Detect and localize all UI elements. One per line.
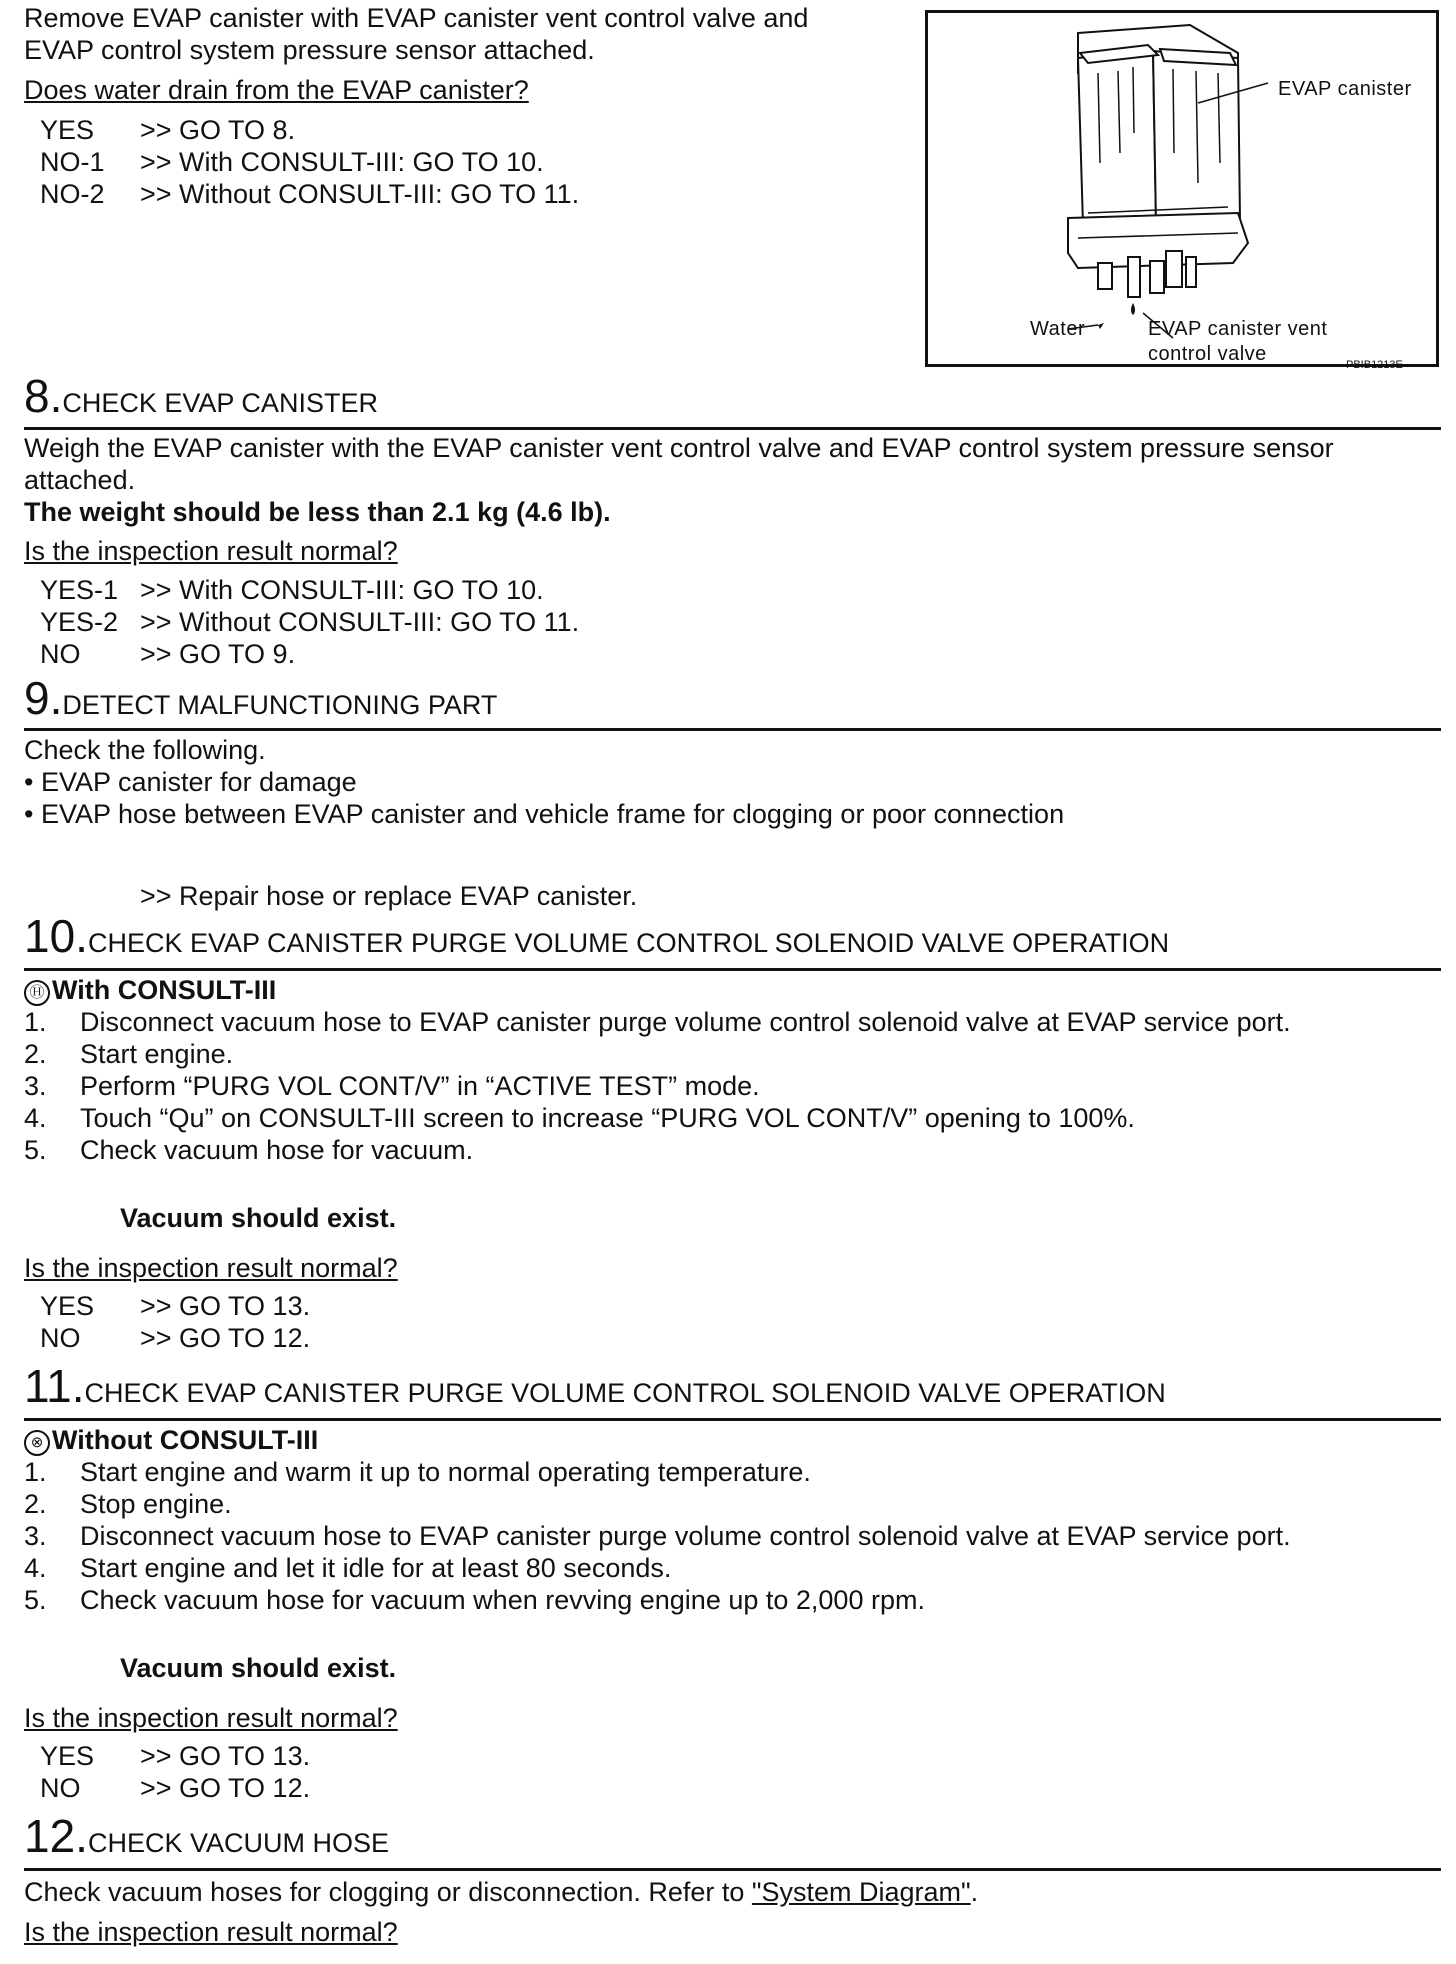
answer-key: NO <box>40 1773 81 1803</box>
step-8-spec: The weight should be less than 2.1 kg (4.6 lb). <box>24 497 611 527</box>
step-9-action: >> Repair hose or replace EVAP canister. <box>140 881 638 911</box>
step-10-spec: Vacuum should exist. <box>120 1203 397 1233</box>
step-8-question: Is the inspection result normal? <box>24 536 398 566</box>
system-diagram-link[interactable]: "System Diagram" <box>751 1877 971 1907</box>
step-title: CHECK VACUUM HOSE <box>87 1828 389 1858</box>
answer-row <box>40 1740 310 1772</box>
answer-text: >> GO TO 9. <box>140 639 296 669</box>
list-item: 1. Disconnect vacuum hose to EVAP canister purge volume control solenoid valve at EVAP service port. <box>24 1007 1291 1037</box>
evap-canister-drawing <box>928 13 1436 364</box>
answer-row <box>40 178 579 210</box>
answer-row <box>40 638 295 670</box>
step-11-question: Is the inspection result normal? <box>24 1703 398 1733</box>
answer-row <box>40 1772 310 1804</box>
list-item: 1. Start engine and warm it up to normal operating temperature. <box>24 1457 811 1487</box>
consult-icon: Ⓗ <box>24 980 50 1006</box>
step-number: 9. <box>24 672 63 724</box>
step-8-text-1: Weigh the EVAP canister with the EVAP canister vent control valve and EVAP control system pressure sensor <box>24 433 1334 463</box>
intro-line-2: EVAP control system pressure sensor attached. <box>24 35 595 65</box>
label-evap-canister: EVAP canister <box>1278 78 1412 100</box>
answer-text: >> With CONSULT-III: GO TO 10. <box>140 575 544 605</box>
step-10-mode: Ⓗ With CONSULT-III <box>24 974 276 1006</box>
answer-key: NO-2 <box>40 179 105 209</box>
label-water: Water <box>1030 318 1086 340</box>
list-item: 4. Start engine and let it idle for at least 80 seconds. <box>24 1553 672 1583</box>
section-divider <box>24 728 1441 731</box>
answer-key: NO-1 <box>40 147 105 177</box>
step-title: CHECK EVAP CANISTER PURGE VOLUME CONTROL SOLENOID VALVE OPERATION <box>84 1378 1166 1408</box>
bullet-item: • EVAP canister for damage <box>24 767 357 797</box>
step-number: 11. <box>24 1360 85 1412</box>
intro-line-1: Remove EVAP canister with EVAP canister vent control valve and <box>24 3 809 33</box>
answer-row <box>40 606 579 638</box>
answer-row <box>40 1322 310 1354</box>
step-12-heading <box>24 1812 389 1867</box>
section-divider <box>24 427 1441 430</box>
step-12-question: Is the inspection result normal? <box>24 1917 398 1947</box>
step-title: CHECK EVAP CANISTER PURGE VOLUME CONTROL SOLENOID VALVE OPERATION <box>87 928 1170 958</box>
label-vent-valve-line2: control valve <box>1148 343 1267 365</box>
answer-row <box>40 1290 310 1322</box>
answer-text: >> With CONSULT-III: GO TO 10. <box>140 147 544 177</box>
step-11-spec: Vacuum should exist. <box>120 1653 397 1683</box>
answer-text: >> GO TO 13. <box>140 1741 311 1771</box>
label-vent-valve-line1: EVAP canister vent <box>1148 318 1328 340</box>
list-item: 5. Check vacuum hose for vacuum when revving engine up to 2,000 rpm. <box>24 1585 925 1615</box>
list-item: 5. Check vacuum hose for vacuum. <box>24 1135 474 1165</box>
no-consult-icon: ⊗ <box>24 1430 50 1456</box>
list-item: 3. Disconnect vacuum hose to EVAP canister purge volume control solenoid valve at EVAP service port. <box>24 1521 1291 1551</box>
intro-question: Does water drain from the EVAP canister? <box>24 75 529 105</box>
answer-text: >> GO TO 8. <box>140 115 296 145</box>
answer-text: >> Without CONSULT-III: GO TO 11. <box>140 607 580 637</box>
step-8-heading <box>24 372 378 427</box>
bullet-dot: • <box>24 799 41 829</box>
section-divider <box>24 1868 1441 1871</box>
answer-text: >> GO TO 12. <box>140 1773 311 1803</box>
step-number: 8. <box>24 370 63 422</box>
step-title: DETECT MALFUNCTIONING PART <box>62 690 498 720</box>
step-10-question: Is the inspection result normal? <box>24 1253 398 1283</box>
figure-id: PBIB1213E <box>1346 359 1403 371</box>
answer-key: NO <box>40 1323 81 1353</box>
step-11-mode: ⊗ Without CONSULT-III <box>24 1424 318 1456</box>
evap-canister-figure <box>925 10 1439 371</box>
answer-key: YES <box>40 115 95 145</box>
answer-text: >> Without CONSULT-III: GO TO 11. <box>140 179 580 209</box>
bullet-item: • EVAP hose between EVAP canister and vehicle frame for clogging or poor connection <box>24 799 1065 829</box>
step-9-intro: Check the following. <box>24 735 266 765</box>
list-item: 4. Touch “Qu” on CONSULT-III screen to increase “PURG VOL CONT/V” opening to 100%. <box>24 1103 1135 1133</box>
answer-key: YES <box>40 1291 95 1321</box>
section-divider <box>24 968 1441 971</box>
step-title: CHECK EVAP CANISTER <box>62 388 378 418</box>
list-item: 2. Start engine. <box>24 1039 234 1069</box>
step-number: 10. <box>24 910 88 962</box>
step-12-text: Check vacuum hoses for clogging or disconnection. Refer to "System Diagram". <box>24 1877 979 1907</box>
step-number: 12. <box>24 1810 88 1862</box>
answer-key: NO <box>40 639 81 669</box>
answer-row <box>40 146 544 178</box>
answer-key: YES-2 <box>40 607 119 637</box>
list-item: 3. Perform “PURG VOL CONT/V” in “ACTIVE TEST” mode. <box>24 1071 760 1101</box>
answer-key: YES <box>40 1741 95 1771</box>
answer-text: >> GO TO 13. <box>140 1291 311 1321</box>
answer-row <box>40 114 295 146</box>
answer-row <box>40 574 544 606</box>
step-10-heading <box>24 912 1169 967</box>
answer-text: >> GO TO 12. <box>140 1323 311 1353</box>
list-item: 2. Stop engine. <box>24 1489 232 1519</box>
step-9-heading <box>24 674 497 729</box>
step-11-heading <box>24 1362 1166 1417</box>
section-divider <box>24 1418 1441 1421</box>
step-8-text-2: attached. <box>24 465 136 495</box>
bullet-dot: • <box>24 767 41 797</box>
answer-key: YES-1 <box>40 575 119 605</box>
